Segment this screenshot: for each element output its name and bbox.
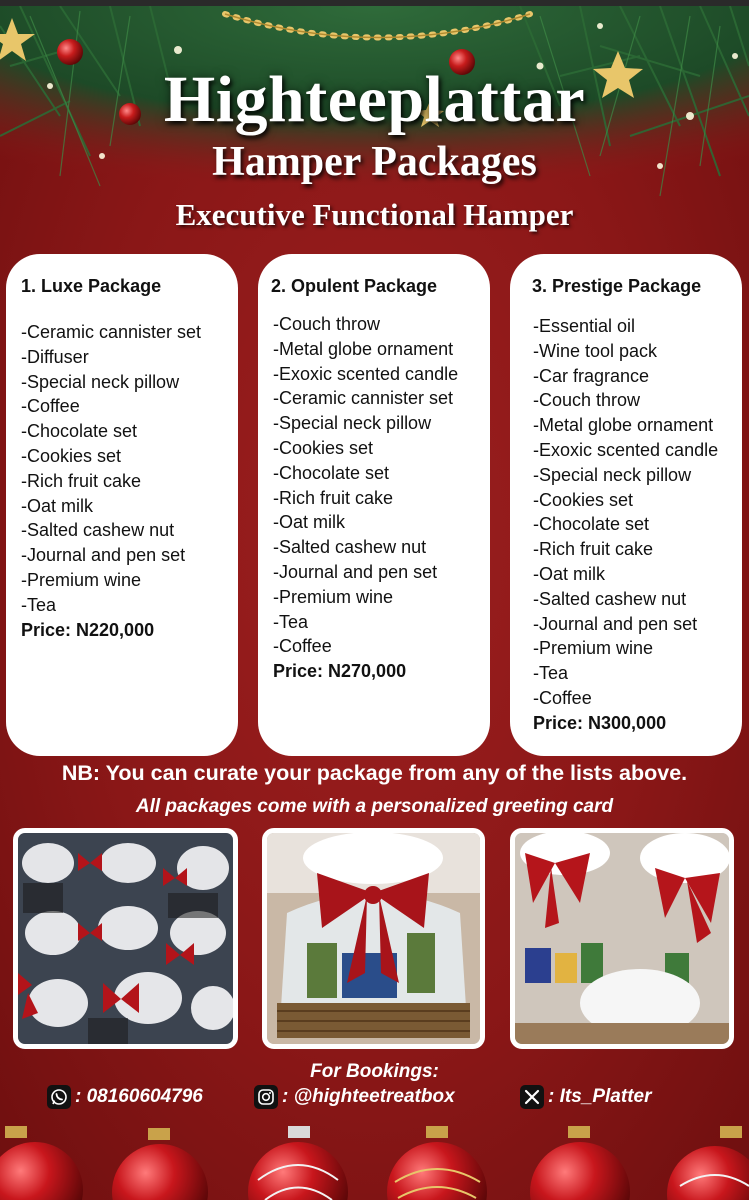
instagram-contact[interactable] [254, 1084, 455, 1110]
hamper-photo [13, 828, 238, 1049]
package-card-opulent [258, 254, 490, 756]
x-logo-icon [520, 1085, 544, 1109]
package-item: -Ceramic cannister set [273, 388, 454, 409]
package-item: -Special neck pillow [21, 371, 180, 392]
instagram-icon [254, 1085, 278, 1109]
package-item: -Chocolate set [273, 462, 390, 483]
package-item-list [21, 320, 201, 642]
package-item: -Tea [21, 594, 57, 615]
hamper-category: Executive Functional Hamper [175, 197, 574, 232]
brand-title: Highteeplattar [163, 63, 586, 136]
package-item: -Metal globe ornament [273, 338, 454, 359]
christmas-baubles [0, 1120, 749, 1200]
package-title: 1. Luxe Package [21, 276, 162, 296]
package-item: -Coffee [273, 636, 332, 657]
package-item: -Rich fruit cake [21, 470, 142, 491]
package-item: -Metal globe ornament [533, 415, 714, 436]
package-item: -Tea [533, 663, 569, 684]
bookings-label: For Bookings: [310, 1061, 439, 1082]
package-price: Price: N270,000 [273, 661, 407, 682]
package-item: -Cookies set [273, 437, 374, 458]
hamper-photo [510, 828, 734, 1049]
package-item: -Salted cashew nut [273, 537, 427, 558]
package-item: -Salted cashew nut [533, 588, 687, 609]
package-item: -Rich fruit cake [273, 487, 394, 508]
curation-note: NB: You can curate your package from any of the lists above. [61, 761, 688, 785]
package-price: Price: N220,000 [21, 619, 155, 640]
package-item: -Journal and pen set [21, 545, 186, 566]
package-item-list [533, 314, 718, 736]
package-title: 3. Prestige Package [532, 276, 702, 296]
package-item: -Cookies set [21, 445, 122, 466]
package-item: -Rich fruit cake [533, 539, 654, 560]
package-price: Price: N300,000 [533, 712, 667, 733]
package-item: -Wine tool pack [533, 340, 658, 361]
package-item: -Tea [273, 611, 309, 632]
package-item: -Salted cashew nut [21, 520, 175, 541]
instagram-handle[interactable]: : @highteetreatbox [282, 1086, 455, 1107]
package-item: -Special neck pillow [533, 464, 692, 485]
package-item: -Coffee [21, 396, 80, 417]
package-item: -Oat milk [21, 495, 93, 516]
package-card-prestige [510, 254, 742, 756]
christmas-ornament-icon [530, 1126, 630, 1200]
package-item: -Journal and pen set [273, 561, 438, 582]
package-item: -Couch throw [273, 314, 381, 334]
christmas-ornament-icon [0, 1126, 83, 1200]
package-item: -Essential oil [533, 316, 636, 336]
package-item-list [273, 312, 458, 684]
x-handle[interactable]: : Its_Platter [548, 1086, 652, 1107]
package-item: -Couch throw [533, 390, 641, 411]
x-contact[interactable] [520, 1084, 651, 1110]
package-item: -Coffee [533, 687, 592, 708]
package-item: -Oat milk [273, 512, 345, 533]
page-subtitle: Hamper Packages [212, 139, 537, 185]
whatsapp-number[interactable]: : 08160604796 [75, 1086, 203, 1107]
package-item: -Car fragrance [533, 365, 650, 386]
christmas-ornament-icon [248, 1126, 348, 1200]
package-item: -Premium wine [533, 638, 654, 659]
hamper-photo [262, 828, 485, 1049]
package-title: 2. Opulent Package [271, 276, 438, 296]
package-item: -Cookies set [533, 489, 634, 510]
whatsapp-contact[interactable] [47, 1084, 203, 1110]
package-item: -Premium wine [21, 569, 142, 590]
package-item: -Diffuser [21, 346, 89, 367]
package-item: -Chocolate set [21, 421, 138, 442]
package-item: -Chocolate set [533, 514, 650, 535]
greeting-card-note: All packages come with a personalized greeting card [135, 796, 614, 817]
package-item: -Exoxic scented candle [533, 439, 719, 460]
christmas-ornament-icon [112, 1128, 208, 1200]
package-item: -Ceramic cannister set [21, 322, 202, 342]
package-item: -Oat milk [533, 563, 605, 584]
christmas-ornament-icon [667, 1126, 749, 1200]
package-item: -Exoxic scented candle [273, 363, 459, 384]
christmas-ornament-icon [387, 1126, 487, 1200]
whatsapp-icon [47, 1085, 71, 1109]
package-item: -Journal and pen set [533, 613, 698, 634]
package-item: -Premium wine [273, 586, 394, 607]
package-item: -Special neck pillow [273, 413, 432, 434]
package-card-luxe [6, 254, 238, 756]
